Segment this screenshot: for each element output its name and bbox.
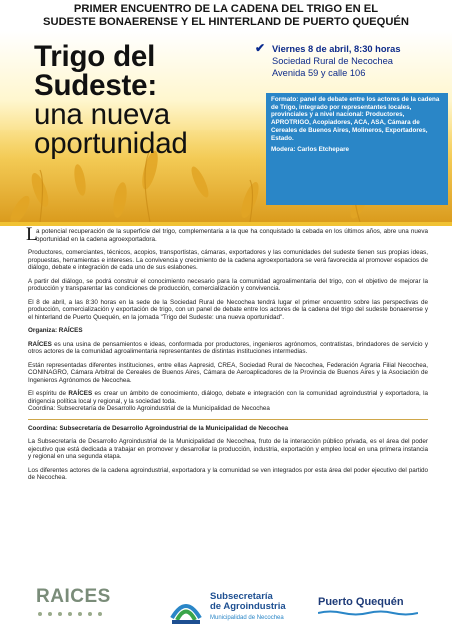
sponsor-logos xyxy=(0,576,452,640)
main-title-line-1: Trigo del xyxy=(34,40,156,73)
organiza-heading: Organiza: RAÍCES xyxy=(28,327,83,334)
event-main-title xyxy=(34,42,264,158)
format-label: Formato: xyxy=(271,96,299,103)
drop-cap: L xyxy=(26,224,38,245)
paragraph-spirit xyxy=(28,390,428,405)
format-info-box xyxy=(266,93,448,205)
hero-banner xyxy=(0,0,452,222)
body-text xyxy=(26,224,428,488)
event-when-where xyxy=(272,44,401,79)
series-title-line-1: PRIMER ENCUENTRO DE LA CADENA DEL TRIGO EN EL xyxy=(73,3,379,15)
format-description xyxy=(271,96,443,142)
paragraph-actors: Productores, comerciantes, técnicos, acopios, transportistas, cámaras, exportadores y las comunidades del sudeste tienen sus propias ideas, propuestas, herramientas e intereses. La convivencia y crecimiento de la cadena agroexportadora se verá favorecida al promover espacios de diálogo, debate e integración de cada uno de sus eslabones. xyxy=(28,249,428,271)
paragraph-event: El 8 de abril, a las 8:30 horas en la sede de la Sociedad Rural de Necochea tendrá lugar el primer encuentro sobre las perspectivas de producción, comercialización y exportación de trigo, con un panel de debate entre los actores de la cadena del trigo del sudeste bonaerense y el hinterland de Puerto Quequén, en la jornada "Trigo del Sudeste: una nueva oportunidad". xyxy=(28,298,428,321)
agro-line-1: Subsecretaría xyxy=(210,591,273,602)
raices-name: RAÍCES xyxy=(28,340,52,348)
agroindustria-logo xyxy=(210,592,286,623)
format-text: panel de debate entre los actores de la cadena de Trigo, integrado por representantes locales, provinciales y a nivel nacional: Productores, APROTRIGO, Acopiadores, ACA, ASA, Cámara de Cereales de Buenos Aires, Molineros, Exportadores, Estado. xyxy=(271,96,440,142)
checkmark-icon: ✔ xyxy=(255,41,266,55)
spirit-text: es crear un ámbito de conocimiento, diálogo, debate e integración con la comunidad agroindustrial y exportadora, la dirigencia política local y regional, y la sociedad toda. xyxy=(28,390,428,405)
raices-description: es una usina de pensamientos e ideas, conformada por productores, ingenieros agrónomos, contratistas, brindadores de servicio y otros actores de la comunidad agroalimentaria representantes de distintas instituciones intermedias. xyxy=(28,340,428,355)
event-details xyxy=(252,40,448,208)
main-title-line-2: Sudeste: xyxy=(34,69,157,102)
paragraph-closing: Los diferentes actores de la cadena agroindustrial, exportadora y la comunidad se ven integrados por esta área del poder ejecutivo del partido de Necochea. xyxy=(28,466,428,481)
event-series-title xyxy=(8,3,444,29)
event-place: Sociedad Rural de Necochea xyxy=(272,55,393,66)
spirit-raices: RAÍCES xyxy=(68,390,93,397)
paragraph-raices xyxy=(28,341,428,356)
agroindustria-logo-icon xyxy=(168,590,204,626)
spirit-coordinator: Coordina: Subsecretaría de Desarrollo Agroindustrial de la Municipalidad de Necochea xyxy=(28,405,270,412)
spirit-start: El espíritu de xyxy=(28,390,69,397)
intro-text: a potencial recuperación de la superficie del trigo, complementaria a la que ha conquistado la cebada en los últimos años, abre una nueva oportunidad en la cadena agroexportadora. xyxy=(36,228,428,243)
paragraph-institutions: Están representadas diferentes instituciones, entre ellas Aapresid, CREA, Sociedad Rural de Necochea, Federación Agraria Filial Necochea, CONINAGRO, Cámara Arbitral de Cereales de Buenos Aires, Cámara de Aeroaplicadores de la Provincia de Buenos Aires y la Asociación de Ingenieros Agrónomos de Necochea. xyxy=(28,361,428,384)
paragraph-dialogue: A partir del diálogo, se podrá construir el conocimiento necesario para la comunidad agroalimentaria del trigo, con el objetivo de mejorar la producción y transparentar las condiciones de producción, comercialización y convivencia. xyxy=(28,277,428,292)
main-title-line-3: una nueva xyxy=(34,98,170,131)
paragraph-subsecretaria: La Subsecretaría de Desarrollo Agroindustrial de la Municipalidad de Necochea, fruto de la interacción público privada, es el área del poder ejecutivo que está dedicada a trabajar en promover y desarrollar la producción, industria, exportación y empleo local en una primera instancia y regional en una segunda etapa. xyxy=(28,438,428,460)
coordina-heading: Coordina: Subsecretaría de Desarrollo Agroindustrial de la Municipalidad de Necochea xyxy=(28,424,289,432)
agro-line-2: de Agroindustria xyxy=(210,601,286,612)
raices-logo: RAICES xyxy=(36,586,111,607)
paragraph-intro xyxy=(26,224,428,245)
event-address: Avenida 59 y calle 106 xyxy=(272,67,366,78)
raices-logo-mark xyxy=(36,610,114,618)
puerto-quequen-logo: Puerto Quequén xyxy=(318,596,404,608)
puerto-quequen-wave-icon xyxy=(318,610,418,616)
main-title-line-4: oportunidad xyxy=(34,127,188,160)
section-divider xyxy=(28,419,428,420)
series-title-line-2: SUDESTE BONAERENSE Y EL HINTERLAND DE PUERTO QUEQUÉN xyxy=(43,16,409,28)
moderator: Modera: Carlos Etchepare xyxy=(271,146,350,154)
event-date: Viernes 8 de abril, 8:30 horas xyxy=(272,44,401,54)
agro-municipality: Municipalidad de Necochea xyxy=(210,615,284,621)
divider-bar xyxy=(0,222,452,226)
